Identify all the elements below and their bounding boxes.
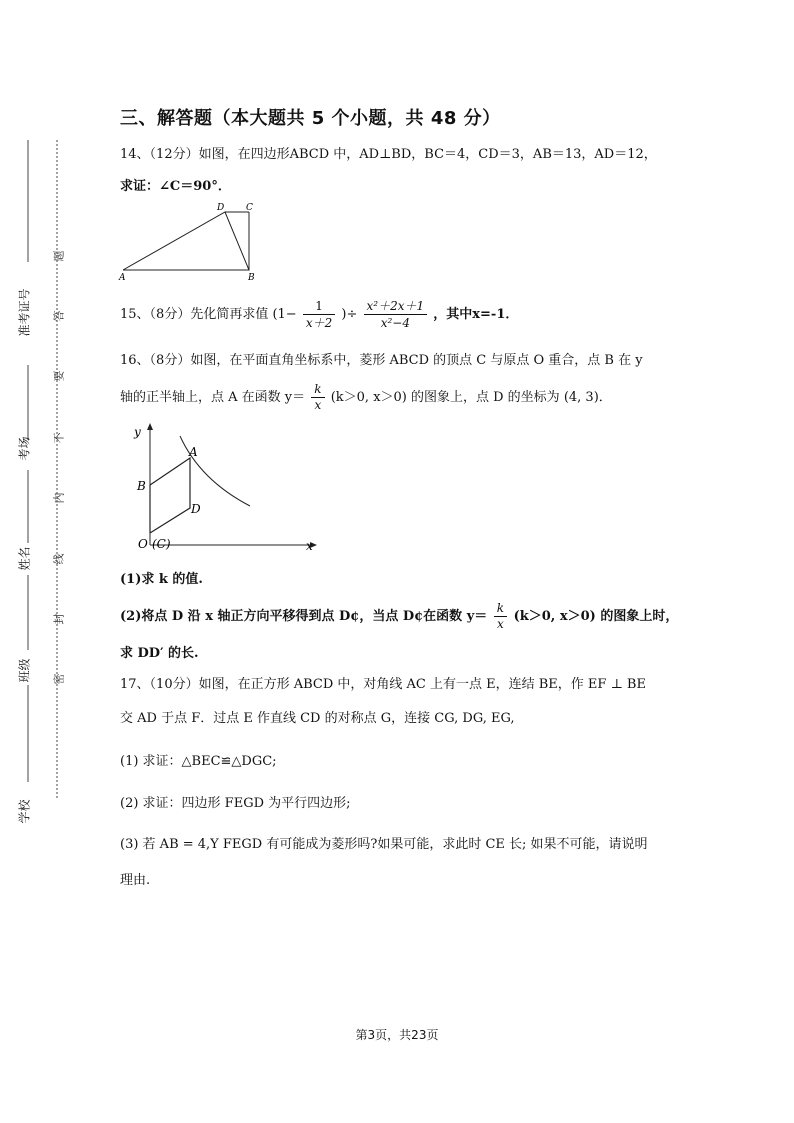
fig-label-o: O xyxy=(138,537,148,551)
q16-line2-a: 轴的正半轴上，点 A 在函数 y＝ xyxy=(120,390,306,405)
q17-line1: 17、（10分）如图，在正方形 ABCD 中，对角线 AC 上有一点 E，连结 BE，作 EF ⊥ BE xyxy=(120,677,646,692)
q16-line2 xyxy=(120,379,612,419)
q17-sub2: (2) 求证：四边形 FEGD 为平行四边形; xyxy=(120,796,351,811)
q15-close: )÷ xyxy=(341,307,358,322)
q15-open: (1− xyxy=(272,307,297,322)
q14-figure xyxy=(115,200,265,282)
field-exam-number: 准考证号 xyxy=(17,288,32,337)
field-exam-room: 考场 xyxy=(17,436,32,461)
section-title: 三、解答题（本大题共 5 个小题，共 48 分） xyxy=(120,108,501,129)
q14-prove: 求证：∠C＝90°． xyxy=(120,179,231,194)
fig-label-c: C xyxy=(246,203,253,213)
binding-lines xyxy=(0,0,110,820)
q16-sub1: (1)求 k 的值. xyxy=(120,572,203,587)
seal-char: 不 xyxy=(52,432,66,444)
q15-suffix: ，其中x=-1． xyxy=(433,307,519,322)
fig-label-a: A xyxy=(119,273,126,282)
q15-f2-denominator: x²−4 xyxy=(380,316,410,330)
fig-label-y: y xyxy=(134,425,141,439)
fig-label-a: A xyxy=(189,445,198,459)
q16-sub2-frac-den: x xyxy=(497,617,504,631)
fig-label-x: x xyxy=(306,539,313,553)
seal-char: 要 xyxy=(52,370,66,382)
q16-sub2-a: (2)将点 D 沿 x 轴正方向平移得到点 D¢，当点 D¢在函数 y＝ xyxy=(120,609,488,624)
q15-fraction-1 xyxy=(303,298,335,331)
question-15 xyxy=(120,296,518,336)
fig-label-d: D xyxy=(191,502,201,516)
q15-f1-denominator: x＋2 xyxy=(305,316,333,330)
page-footer: 第3页，共23页 xyxy=(355,1028,439,1042)
q17-sub1: (1) 求证：△BEC≌△DGC; xyxy=(120,754,277,769)
q17-sub3: (3) 若 AB = 4,Y FEGD 有可能成为菱形吗?如果可能，求此时 CE 长; 如果不可能，请说明 xyxy=(120,837,648,852)
seal-char: 密 xyxy=(52,673,66,685)
q15-f2-numerator: x²＋2x＋1 xyxy=(364,298,428,315)
fig-label-c: (C) xyxy=(152,537,171,551)
q16-sub2-fraction xyxy=(494,601,507,632)
q16-line2-b: (k＞0, x＞0) 的图象上，点 D 的坐标为 (4, 3)． xyxy=(330,390,612,405)
q17-sub3-cont: 理由. xyxy=(120,873,151,888)
fig-label-d: D xyxy=(217,203,225,213)
q16-sub2-b: (k＞0, x＞0) 的图象上时， xyxy=(513,609,679,624)
q15-fraction-2 xyxy=(364,298,428,331)
q16-frac-num: k xyxy=(311,382,324,398)
seal-char: 内 xyxy=(52,492,66,504)
q16-sub2-cont: 求 DD′ 的长. xyxy=(120,646,199,661)
field-class: 班级 xyxy=(17,658,32,683)
seal-char: 题 xyxy=(52,250,66,262)
q16-figure xyxy=(120,420,330,560)
fig-label-b: B xyxy=(248,273,255,282)
q14-statement: 14、（12分）如图，在四边形ABCD 中，AD⊥BD，BC＝4，CD＝3，AB＝13，AD＝12， xyxy=(120,147,657,162)
field-school: 学校 xyxy=(17,799,32,824)
q17-line2: 交 AD 于点 F．过点 E 作直线 CD 的对称点 G，连接 CG, DG, EG, xyxy=(120,711,515,726)
q15-prefix: 15、（8分）先化简再求值 xyxy=(120,307,269,322)
q16-sub2 xyxy=(120,598,678,638)
seal-char: 线 xyxy=(52,553,66,565)
q16-line1: 16、（8分）如图，在平面直角坐标系中，菱形 ABCD 的顶点 C 与原点 O 重合，点 B 在 y xyxy=(120,353,643,368)
q16-fraction xyxy=(311,382,324,413)
seal-char: 封 xyxy=(52,613,66,625)
q16-sub2-frac-num: k xyxy=(494,601,507,617)
q15-f1-numerator: 1 xyxy=(303,298,335,315)
q16-frac-den: x xyxy=(314,398,322,412)
field-name: 姓名 xyxy=(17,546,32,571)
seal-char: 答 xyxy=(52,310,66,322)
fig-label-b: B xyxy=(137,479,146,493)
